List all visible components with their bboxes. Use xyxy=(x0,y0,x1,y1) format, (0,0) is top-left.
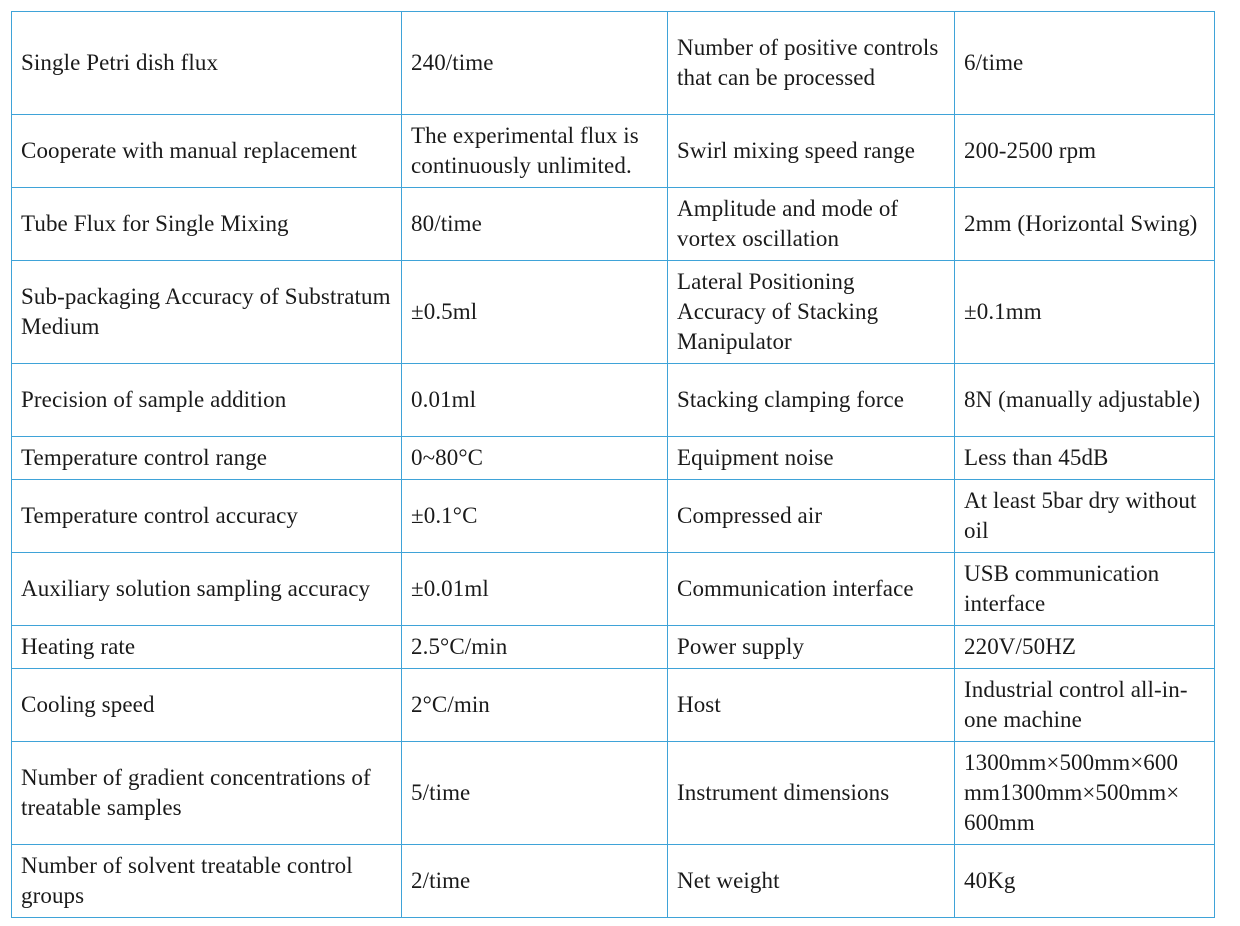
parameter-label: Temperature control accuracy xyxy=(12,480,402,553)
parameter-label: Power supply xyxy=(668,626,955,669)
table-row xyxy=(12,742,1215,845)
parameter-value: 40Kg xyxy=(955,845,1215,918)
parameter-value: ±0.01ml xyxy=(402,553,668,626)
parameter-value: 2/time xyxy=(402,845,668,918)
parameter-label: Number of positive controls that can be processed xyxy=(668,12,955,115)
parameter-label: Net weight xyxy=(668,845,955,918)
parameter-label: Swirl mixing speed range xyxy=(668,115,955,188)
parameter-label: Equipment noise xyxy=(668,437,955,480)
table-row xyxy=(12,12,1215,115)
specification-table xyxy=(11,11,1215,918)
parameter-value: 1300mm×500mm×600 mm1300mm×500mm× 600mm xyxy=(955,742,1215,845)
table-row xyxy=(12,480,1215,553)
parameter-value: 6/time xyxy=(955,12,1215,115)
parameter-label: Auxiliary solution sampling accuracy xyxy=(12,553,402,626)
table-row xyxy=(12,364,1215,437)
parameter-value: 200-2500 rpm xyxy=(955,115,1215,188)
parameter-label: Lateral Positioning Accuracy of Stacking Manipulator xyxy=(668,261,955,364)
parameter-value: 2mm (Horizontal Swing) xyxy=(955,188,1215,261)
parameter-label: Cooling speed xyxy=(12,669,402,742)
parameter-value: 0.01ml xyxy=(402,364,668,437)
parameter-value: ±0.1mm xyxy=(955,261,1215,364)
parameter-label: Cooperate with manual replacement xyxy=(12,115,402,188)
table-row xyxy=(12,261,1215,364)
table-row xyxy=(12,553,1215,626)
parameter-label: Amplitude and mode of vortex oscillation xyxy=(668,188,955,261)
parameter-value: At least 5bar dry without oil xyxy=(955,480,1215,553)
parameter-value: 240/time xyxy=(402,12,668,115)
parameter-label: Compressed air xyxy=(668,480,955,553)
parameter-label: Sub-packaging Accuracy of Substratum Medium xyxy=(12,261,402,364)
parameter-value: ±0.1°C xyxy=(402,480,668,553)
parameter-label: Instrument dimensions xyxy=(668,742,955,845)
parameter-value: Less than 45dB xyxy=(955,437,1215,480)
parameter-value: 220V/50HZ xyxy=(955,626,1215,669)
table-row xyxy=(12,626,1215,669)
parameter-value: USB communication interface xyxy=(955,553,1215,626)
parameter-value: 80/time xyxy=(402,188,668,261)
table-row xyxy=(12,188,1215,261)
parameter-label: Number of gradient concentrations of treatable samples xyxy=(12,742,402,845)
parameter-label: Communication interface xyxy=(668,553,955,626)
parameter-label: Temperature control range xyxy=(12,437,402,480)
parameter-value: ±0.5ml xyxy=(402,261,668,364)
parameter-value: 5/time xyxy=(402,742,668,845)
parameter-label: Single Petri dish flux xyxy=(12,12,402,115)
table-row xyxy=(12,115,1215,188)
table-row xyxy=(12,845,1215,918)
table-row xyxy=(12,669,1215,742)
parameter-value: 8N (manually adjustable) xyxy=(955,364,1215,437)
parameter-label: Precision of sample addition xyxy=(12,364,402,437)
table-row xyxy=(12,437,1215,480)
parameter-value: The experimental flux is continuously unlimited. xyxy=(402,115,668,188)
parameter-label: Stacking clamping force xyxy=(668,364,955,437)
parameter-value: Industrial control all-in-one machine xyxy=(955,669,1215,742)
parameter-label: Heating rate xyxy=(12,626,402,669)
parameter-value: 2.5°C/min xyxy=(402,626,668,669)
parameter-label: Number of solvent treatable control groups xyxy=(12,845,402,918)
parameter-value: 0~80°C xyxy=(402,437,668,480)
parameter-value: 2°C/min xyxy=(402,669,668,742)
parameter-label: Tube Flux for Single Mixing xyxy=(12,188,402,261)
parameter-label: Host xyxy=(668,669,955,742)
